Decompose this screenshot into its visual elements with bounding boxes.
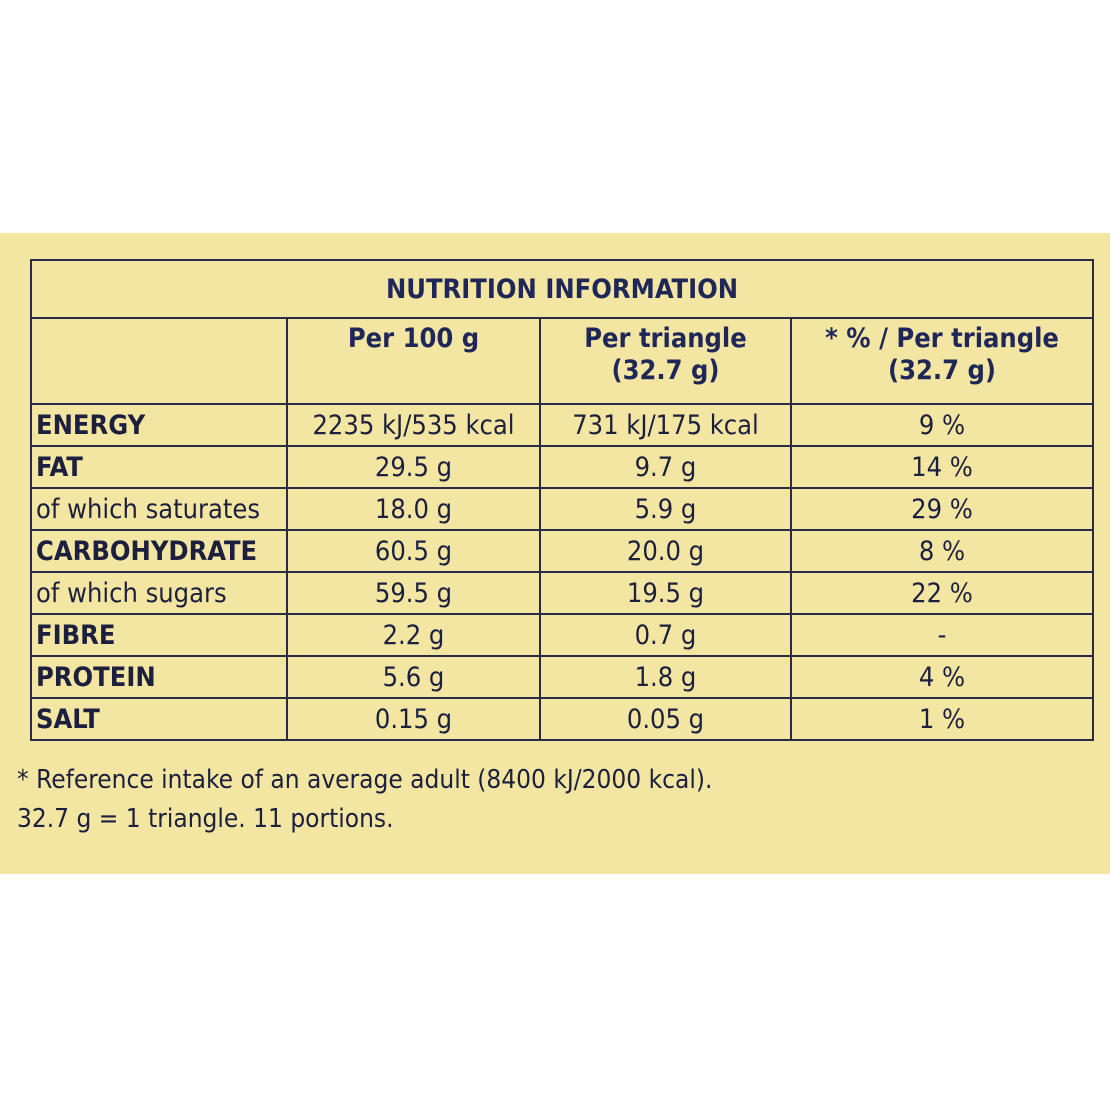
value-per-triangle: 0.05 g: [540, 698, 791, 740]
value-reference-intake-percent: 22 %: [791, 572, 1093, 614]
column-header-sublabel: (32.7 g): [888, 354, 997, 386]
value-per-triangle: 20.0 g: [540, 530, 791, 572]
title-row: [31, 260, 1093, 318]
value-per-triangle: 731 kJ/175 kcal: [540, 404, 791, 446]
column-header-label: Per triangle: [584, 323, 747, 354]
value-per-100g: 29.5 g: [287, 446, 540, 488]
column-header-label: * % / Per triangle: [825, 323, 1059, 354]
nutrient-label: CARBOHYDRATE: [31, 530, 287, 572]
value-per-100g: 2.2 g: [287, 614, 540, 656]
nutrient-label: ENERGY: [31, 404, 287, 446]
table-row: [31, 656, 1093, 698]
footnote: [17, 761, 712, 839]
nutrient-label: SALT: [31, 698, 287, 740]
empty-header-cell: [31, 318, 287, 404]
column-header-sublabel: (32.7 g): [611, 354, 720, 386]
value-per-100g: 2235 kJ/535 kcal: [287, 404, 540, 446]
nutrient-label: PROTEIN: [31, 656, 287, 698]
value-per-triangle: 9.7 g: [540, 446, 791, 488]
value-reference-intake-percent: 29 %: [791, 488, 1093, 530]
value-reference-intake-percent: 4 %: [791, 656, 1093, 698]
value-per-100g: 0.15 g: [287, 698, 540, 740]
value-reference-intake-percent: -: [791, 614, 1093, 656]
value-reference-intake-percent: 14 %: [791, 446, 1093, 488]
value-reference-intake-percent: 1 %: [791, 698, 1093, 740]
column-header-per-triangle: [540, 318, 791, 404]
table-row: [31, 530, 1093, 572]
value-per-100g: 60.5 g: [287, 530, 540, 572]
value-reference-intake-percent: 9 %: [791, 404, 1093, 446]
nutrition-table: [30, 259, 1094, 741]
value-per-triangle: 0.7 g: [540, 614, 791, 656]
table-title: NUTRITION INFORMATION: [31, 260, 1093, 318]
value-reference-intake-percent: 8 %: [791, 530, 1093, 572]
column-header-per-100g: [287, 318, 540, 404]
table-row: [31, 404, 1093, 446]
table-row: [31, 698, 1093, 740]
table-row: [31, 614, 1093, 656]
nutrient-label: of which saturates: [31, 488, 287, 530]
table-row: [31, 446, 1093, 488]
column-header-label: Per 100 g: [347, 323, 480, 354]
column-header-row: [31, 318, 1093, 404]
nutrient-rows: [31, 404, 1093, 740]
nutrient-label: of which sugars: [31, 572, 287, 614]
nutrient-label: FAT: [31, 446, 287, 488]
value-per-triangle: 19.5 g: [540, 572, 791, 614]
value-per-triangle: 1.8 g: [540, 656, 791, 698]
footnote-portions: 32.7 g = 1 triangle. 11 portions.: [17, 804, 394, 834]
value-per-triangle: 5.9 g: [540, 488, 791, 530]
table-row: [31, 488, 1093, 530]
value-per-100g: 5.6 g: [287, 656, 540, 698]
value-per-100g: 18.0 g: [287, 488, 540, 530]
footnote-reference-intake: * Reference intake of an average adult (8400 kJ/2000 kcal).: [17, 765, 713, 795]
column-header-percent: [791, 318, 1093, 404]
nutrient-label: FIBRE: [31, 614, 287, 656]
table-row: [31, 572, 1093, 614]
label-panel: [0, 233, 1110, 874]
value-per-100g: 59.5 g: [287, 572, 540, 614]
